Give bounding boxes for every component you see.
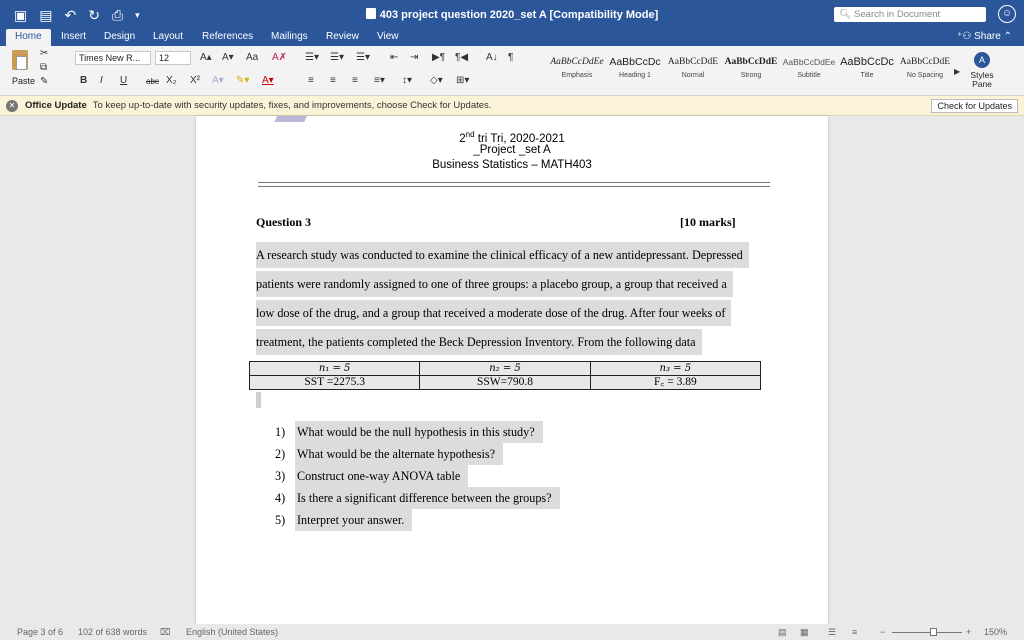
- line-spacing-icon[interactable]: ↕▾: [402, 75, 413, 86]
- customize-toolbar-icon[interactable]: ▾: [135, 9, 140, 20]
- doc-header-line3: Business Statistics – MATH403: [432, 159, 592, 171]
- multilevel-list-icon[interactable]: ☰▾: [356, 52, 370, 63]
- sort-icon[interactable]: A↓: [486, 52, 498, 63]
- document-title: 403 project question 2020_set A [Compatibility Mode]: [0, 8, 1024, 21]
- page-count[interactable]: Page 3 of 6: [17, 627, 64, 637]
- tab-view[interactable]: View: [377, 31, 399, 42]
- highlight-color-icon[interactable]: ✎▾: [236, 75, 250, 86]
- change-case-icon[interactable]: Aa: [246, 52, 259, 63]
- paragraph-line: low dose of the drug, and a group that received a moderate dose of the drug. After four weeks of: [256, 300, 731, 326]
- paragraph-line: A research study was conducted to examine the clinical efficacy of a new antidepressant. Depressed: [256, 242, 749, 268]
- add-user-icon: ⁺⚇: [957, 31, 975, 42]
- sidebar-toggle-icon[interactable]: ▣: [14, 6, 28, 23]
- styles-pane-button[interactable]: A Styles Pane: [962, 52, 1002, 89]
- table-cell: SST =2275.3: [250, 376, 420, 390]
- ribbon-tab-bar: [0, 29, 1024, 46]
- superscript-button[interactable]: X²: [190, 75, 200, 86]
- header-logo-fragment: [274, 116, 311, 122]
- save-icon[interactable]: ▤: [39, 6, 53, 23]
- table-cell: n₂ = 5: [420, 362, 590, 376]
- list-item: 2) What would be the alternate hypothesis?: [275, 443, 503, 465]
- print-layout-icon[interactable]: ▤: [778, 627, 787, 637]
- list-item: 5) Interpret your answer.: [275, 509, 412, 531]
- document-icon: [366, 8, 376, 19]
- tab-insert[interactable]: Insert: [61, 31, 87, 42]
- word-count[interactable]: 102 of 638 words: [78, 627, 148, 637]
- format-painter-icon[interactable]: ✎: [40, 76, 49, 87]
- increase-font-icon[interactable]: A▴: [200, 52, 212, 63]
- print-icon[interactable]: ⎙: [111, 6, 124, 23]
- zoom-out-icon[interactable]: −: [880, 627, 886, 637]
- zoom-slider-knob[interactable]: [930, 628, 937, 636]
- zoom-slider[interactable]: [892, 632, 962, 633]
- outline-view-icon[interactable]: ☰: [828, 627, 837, 637]
- styles-pane-icon: A: [974, 52, 990, 68]
- share-button[interactable]: ⁺⚇ Share ⌃: [957, 31, 1012, 42]
- style-emphasis[interactable]: AaBbCcDdEe Emphasis: [550, 57, 604, 79]
- table-row: [250, 376, 761, 390]
- align-right-icon[interactable]: ≡: [352, 75, 358, 86]
- collapse-ribbon-icon[interactable]: ⌃: [1003, 31, 1012, 42]
- message-text: To keep up-to-date with security updates, fixes, and improvements, choose Check for Updates.: [92, 100, 492, 111]
- proofing-icon[interactable]: ⌧: [160, 627, 171, 637]
- bullets-icon[interactable]: ☰▾: [305, 52, 319, 63]
- shading-icon[interactable]: ◇▾: [430, 75, 443, 86]
- title-bar: [0, 0, 1024, 29]
- paragraph-line: treatment, the patients completed the Beck Depression Inventory. From the following data: [256, 329, 702, 355]
- numbering-icon[interactable]: ☰▾: [330, 52, 344, 63]
- italic-button[interactable]: I: [100, 75, 103, 86]
- table-cell: n₁ = 5: [250, 362, 420, 376]
- style-title[interactable]: AaBbCcDc Title: [840, 56, 894, 79]
- style-heading-1[interactable]: AaBbCcDc Heading 1: [609, 56, 661, 79]
- justify-icon[interactable]: ≡▾: [374, 75, 385, 86]
- search-icon: 🔍︎: [839, 9, 852, 20]
- ribbon: [0, 46, 1024, 96]
- table-cell: F꜀ = 3.89: [590, 376, 760, 390]
- clear-formatting-icon[interactable]: A✗: [272, 52, 288, 63]
- zoom-level[interactable]: 150%: [984, 627, 1008, 637]
- tab-mailings[interactable]: Mailings: [271, 31, 308, 42]
- document-page[interactable]: [196, 116, 828, 624]
- draft-view-icon[interactable]: ≡: [852, 627, 858, 637]
- doc-header-line1: 2nd tri Tri, 2020-2021: [459, 130, 565, 145]
- style-strong[interactable]: AaBbCcDdE Strong: [724, 57, 778, 79]
- list-item: 4) Is there a significant difference between the groups?: [275, 487, 560, 509]
- undo-icon[interactable]: ↶: [64, 6, 77, 23]
- style-normal[interactable]: AaBbCcDdE Normal: [667, 57, 719, 79]
- font-name-select[interactable]: Times New R...: [75, 51, 151, 65]
- increase-indent-icon[interactable]: ⇥: [410, 52, 419, 63]
- ltr-icon[interactable]: ▶¶: [432, 52, 446, 63]
- table-cell: n₃ = 5: [590, 362, 760, 376]
- doc-header-line2: _Project _set A: [473, 144, 551, 156]
- paste-icon[interactable]: [12, 50, 28, 70]
- font-color-icon[interactable]: A▾: [262, 75, 274, 86]
- paragraph-line: patients were randomly assigned to one of three groups: a placebo group, a group that received a: [256, 271, 733, 297]
- styles-gallery-more-icon[interactable]: ▶: [954, 67, 961, 76]
- align-left-icon[interactable]: ≡: [308, 75, 314, 86]
- quick-access-toolbar: [0, 8, 140, 22]
- header-rule-bottom: [258, 186, 770, 187]
- feedback-smiley-icon[interactable]: ☺: [998, 5, 1016, 23]
- list-item: 3) Construct one-way ANOVA table: [275, 465, 468, 487]
- paste-label[interactable]: Paste: [12, 76, 36, 86]
- decrease-indent-icon[interactable]: ⇤: [390, 52, 399, 63]
- message-title: Office Update: [25, 100, 87, 111]
- tab-design[interactable]: Design: [104, 31, 136, 42]
- search-input[interactable]: 🔍︎ Search in Document: [834, 7, 986, 22]
- tab-layout[interactable]: Layout: [153, 31, 184, 42]
- list-item: 1) What would be the null hypothesis in this study?: [275, 421, 543, 443]
- header-rule-top: [258, 182, 770, 183]
- font-size-select[interactable]: 12: [155, 51, 191, 65]
- strikethrough-button[interactable]: abc: [146, 77, 159, 86]
- selection-marker: [256, 392, 261, 408]
- check-for-updates-button[interactable]: Check for Updates: [931, 99, 1018, 113]
- borders-icon[interactable]: ⊞▾: [456, 75, 470, 86]
- cut-icon[interactable]: ✂: [40, 48, 49, 59]
- zoom-in-icon[interactable]: +: [966, 627, 972, 637]
- status-bar: [0, 624, 1024, 640]
- table-cell: SSW=790.8: [420, 376, 590, 390]
- close-icon[interactable]: ✕: [6, 100, 18, 112]
- show-formatting-icon[interactable]: ¶: [508, 52, 514, 63]
- rtl-icon[interactable]: ¶◀: [455, 52, 469, 63]
- align-center-icon[interactable]: ≡: [330, 75, 336, 86]
- table-row: [250, 362, 761, 376]
- style-no-spacing[interactable]: AaBbCcDdE No Spacing: [899, 57, 951, 79]
- tab-review[interactable]: Review: [326, 31, 359, 42]
- subscript-button[interactable]: X₂: [166, 75, 177, 86]
- text-effects-icon[interactable]: A▾: [212, 75, 224, 86]
- tab-references[interactable]: References: [202, 31, 254, 42]
- bold-button[interactable]: B: [80, 75, 88, 86]
- copy-icon[interactable]: ⧉: [40, 62, 48, 73]
- web-layout-icon[interactable]: ▦: [800, 627, 809, 637]
- language-indicator[interactable]: English (United States): [186, 627, 279, 637]
- decrease-font-icon[interactable]: A▾: [222, 52, 234, 63]
- question-marks: [10 marks]: [680, 215, 736, 229]
- underline-button[interactable]: U: [120, 75, 128, 86]
- data-table: [249, 361, 761, 390]
- style-subtitle[interactable]: AaBbCcDdEe Subtitle: [782, 57, 836, 79]
- update-message-bar: [0, 96, 1024, 116]
- question-title: Question 3: [256, 215, 312, 229]
- tab-home[interactable]: Home: [6, 29, 51, 46]
- styles-gallery: [548, 52, 954, 90]
- redo-icon[interactable]: ↻: [88, 6, 100, 23]
